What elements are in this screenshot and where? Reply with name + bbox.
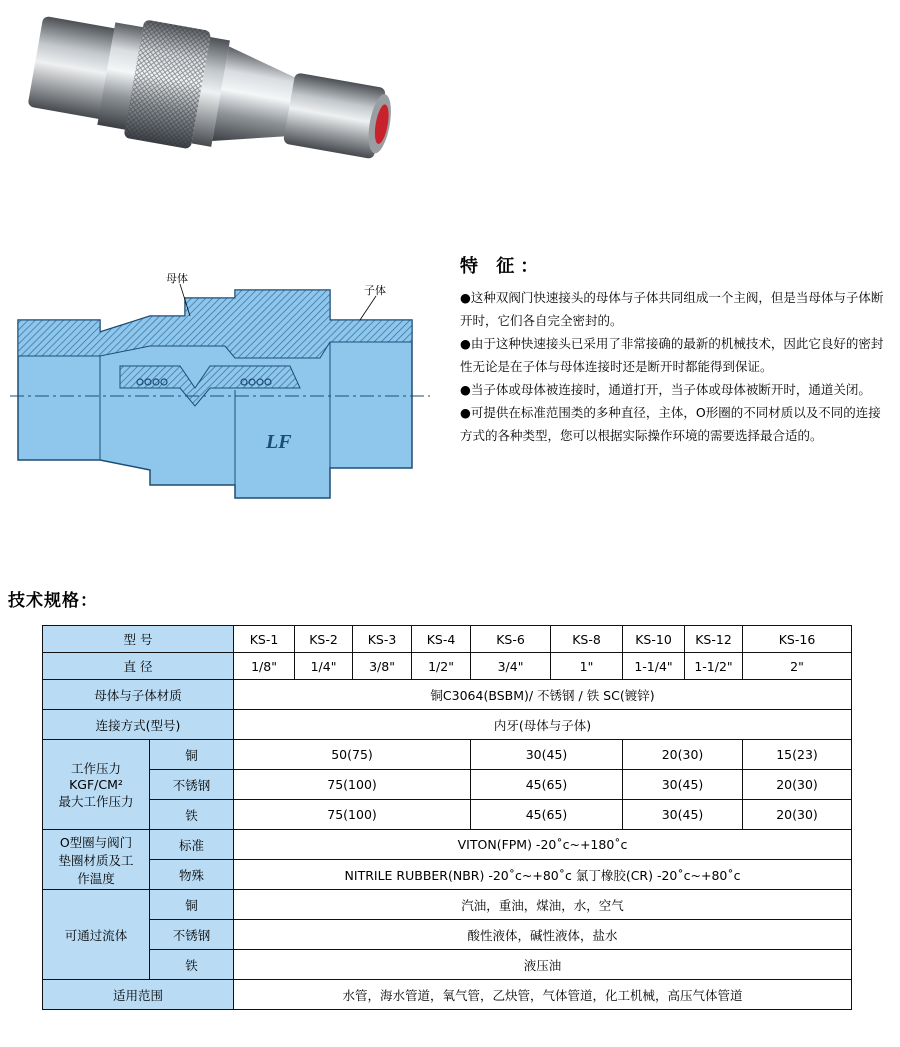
oring-label-line: O型圈与阀门 (59, 834, 133, 850)
oring-value: NITRILE RUBBER(NBR) -20˚c~+80˚c 氯丁橡胶(CR) -20˚c~+80˚c (234, 860, 852, 890)
model-cell: KS-8 (551, 626, 623, 653)
diameter-cell: 1/2" (412, 653, 471, 680)
oring-type: 物殊 (150, 860, 234, 890)
feature-item: ●由于这种快速接头已采用了非常接确的最新的机械技术，因此它良好的密封性无论是在子体与母体连接时还是断开时都能得到保证。 (460, 336, 884, 374)
material-label: 母体与子体材质 (43, 680, 234, 710)
fluid-value: 酸性液体，碱性液体，盐水 (234, 920, 852, 950)
table-row (43, 626, 852, 653)
diameter-label: 直 径 (43, 653, 234, 680)
oring-label-line: 作温度 (77, 870, 115, 886)
model-cell: KS-16 (743, 626, 852, 653)
pressure-label (43, 740, 150, 830)
pressure-label-line: 工作压力 (70, 761, 121, 776)
fluid-label: 可通过流体 (43, 890, 150, 980)
pressure-value: 75(100) (234, 770, 471, 800)
model-cell: KS-12 (685, 626, 743, 653)
model-cell: KS-1 (234, 626, 295, 653)
table-row (43, 710, 852, 740)
model-cell: KS-10 (623, 626, 685, 653)
pressure-label-line: 最大工作压力 (58, 794, 134, 809)
pressure-value: 30(45) (471, 740, 623, 770)
diameter-cell: 3/8" (353, 653, 412, 680)
pressure-material: 铜 (150, 740, 234, 770)
feature-item: ●当子体或母体被连接时，通道打开，当子体或母体被断开时，通道关闭。 (460, 382, 871, 397)
fluid-value: 液压油 (234, 950, 852, 980)
features-list (460, 286, 892, 447)
fluid-material: 铜 (150, 890, 234, 920)
diameter-cell: 2" (743, 653, 852, 680)
table-row (43, 680, 852, 710)
features-title: 特 征： (460, 256, 545, 277)
model-cell: KS-4 (412, 626, 471, 653)
diameter-cell: 1-1/4" (623, 653, 685, 680)
oring-label (43, 830, 150, 890)
material-value: 铜C3064(BSBM)/ 不锈钢 / 铁 SC(镀锌) (234, 680, 852, 710)
pressure-value: 20(30) (743, 770, 852, 800)
pressure-value: 75(100) (234, 800, 471, 830)
cross-section-diagram (0, 270, 440, 530)
model-cell: KS-3 (353, 626, 412, 653)
model-cell: KS-2 (295, 626, 353, 653)
table-row (43, 653, 852, 680)
model-cell: KS-6 (471, 626, 551, 653)
pressure-value: 45(65) (471, 770, 623, 800)
diameter-cell: 1-1/2" (685, 653, 743, 680)
connection-value: 内牙(母体与子体) (234, 710, 852, 740)
pressure-value: 30(45) (623, 770, 743, 800)
diameter-cell: 1/8" (234, 653, 295, 680)
fluid-material: 铁 (150, 950, 234, 980)
diameter-cell: 3/4" (471, 653, 551, 680)
pressure-value: 15(23) (743, 740, 852, 770)
connection-label: 连接方式(型号) (43, 710, 234, 740)
scope-value: 水管，海水管道，氧气管，乙炔管，气体管道，化工机械，高压气体管道 (234, 980, 852, 1010)
oring-label-line: 垫圈材质及工 (58, 852, 134, 868)
product-photo (0, 0, 440, 240)
pressure-material: 不锈钢 (150, 770, 234, 800)
pressure-value: 20(30) (743, 800, 852, 830)
table-row (43, 980, 852, 1010)
pressure-value: 30(45) (623, 800, 743, 830)
pressure-value: 50(75) (234, 740, 471, 770)
diameter-cell: 1/4" (295, 653, 353, 680)
table-row (43, 890, 852, 920)
label-male: 子体 (364, 284, 386, 297)
spec-table (42, 625, 852, 1010)
table-row (43, 920, 852, 950)
table-row (43, 770, 852, 800)
table-row (43, 950, 852, 980)
model-label: 型 号 (43, 626, 234, 653)
pressure-material: 铁 (150, 800, 234, 830)
fluid-value: 汽油，重油，煤油，水，空气 (234, 890, 852, 920)
table-row (43, 860, 852, 890)
body-mark: LF (266, 431, 292, 453)
oring-type: 标准 (150, 830, 234, 860)
fluid-material: 不锈钢 (150, 920, 234, 950)
table-row (43, 830, 852, 860)
table-row (43, 740, 852, 770)
pressure-value: 20(30) (623, 740, 743, 770)
label-female: 母体 (166, 272, 188, 285)
pressure-label-line: KGF/CM² (69, 777, 123, 792)
oring-value: VITON(FPM) -20˚c~+180˚c (234, 830, 852, 860)
feature-item: ●可提供在标准范围类的多种直径，主体，O形圈的不同材质以及不同的连接方式的各种类型，您可以根据实际操作环境的需要选择最合适的。 (460, 405, 881, 443)
feature-item: ●这种双阀门快速接头的母体与子体共同组成一个主阀，但是当母体与子体断开时，它们各自完全密封的。 (460, 290, 884, 328)
table-row (43, 800, 852, 830)
scope-label: 适用范围 (43, 980, 234, 1010)
pressure-value: 45(65) (471, 800, 623, 830)
spec-title: 技术规格： (8, 591, 98, 611)
diameter-cell: 1" (551, 653, 623, 680)
